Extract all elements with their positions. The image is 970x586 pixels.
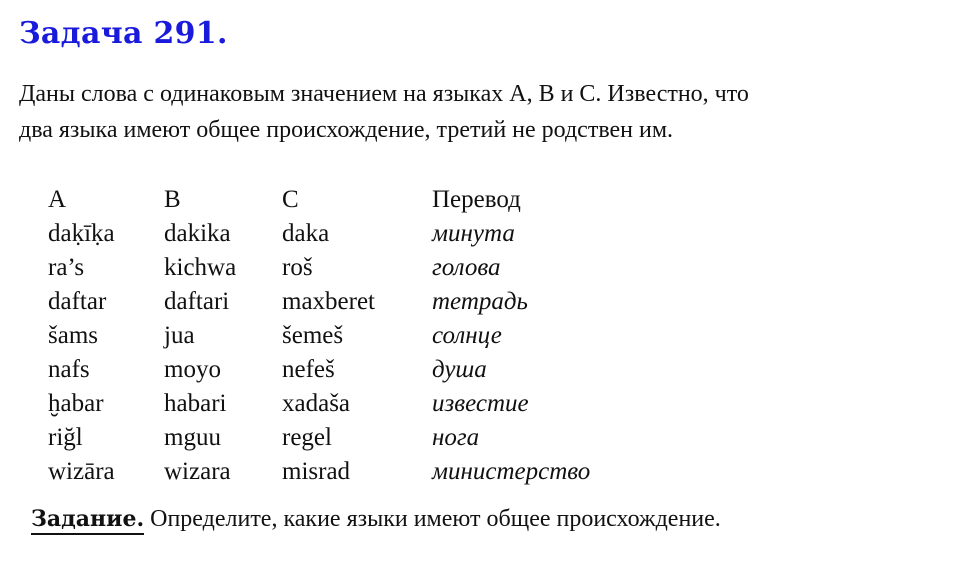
word-a: wizāra [48, 458, 115, 485]
word-b: daftari [164, 288, 230, 315]
translation: минута [432, 220, 515, 247]
word-a: daftar [48, 288, 107, 315]
word-a: ḫabar [48, 390, 104, 417]
word-table [36, 183, 602, 489]
problem-statement [19, 76, 959, 148]
word-c: maxberet [282, 288, 376, 315]
header-translation: Перевод [432, 186, 521, 213]
word-a: šams [48, 322, 98, 349]
translation: министерство [432, 458, 591, 485]
task-text: Определите, какие языки имеют общее происхождение. [144, 506, 721, 532]
problem-title: Задача 291. [19, 16, 228, 51]
word-a: nafs [48, 356, 90, 383]
word-c: nefeš [282, 356, 335, 383]
word-c: šemeš [282, 322, 344, 349]
translation: нога [432, 424, 480, 451]
word-c: misrad [282, 458, 351, 485]
translation: тетрадь [432, 288, 528, 315]
table-row [36, 387, 602, 421]
table-row [36, 217, 602, 251]
table-row [36, 421, 602, 455]
word-a: riğl [48, 424, 83, 451]
word-b: moyo [164, 356, 221, 383]
word-c: daka [282, 220, 330, 247]
table-row [36, 455, 602, 489]
table-header-row [36, 183, 602, 217]
header-language-a: A [48, 186, 67, 213]
translation: солнце [432, 322, 502, 349]
statement-line-2: два языка имеют общее происхождение, третий не родствен им. [19, 117, 674, 143]
table-row [36, 353, 602, 387]
translation: известие [432, 390, 529, 417]
word-a: daḳīḳa [48, 220, 115, 247]
word-b: wizara [164, 458, 231, 485]
word-b: dakika [164, 220, 231, 247]
word-b: habari [164, 390, 227, 417]
translation: голова [432, 254, 501, 281]
statement-line-1: Даны слова с одинаковым значением на языках A, B и C. Известно, что [19, 81, 749, 107]
header-language-c: C [282, 186, 299, 213]
word-c: roš [282, 254, 313, 281]
table-row [36, 251, 602, 285]
task-label: Задание. [31, 506, 144, 535]
word-b: jua [164, 322, 195, 349]
header-language-b: B [164, 186, 181, 213]
word-c: xadaša [282, 390, 351, 417]
table-row [36, 319, 602, 353]
word-a: ra’s [48, 254, 85, 281]
word-c: regel [282, 424, 332, 451]
table-row [36, 285, 602, 319]
task-statement [31, 506, 721, 533]
word-b: kichwa [164, 254, 237, 281]
word-b: mguu [164, 424, 221, 451]
translation: душа [432, 356, 487, 383]
